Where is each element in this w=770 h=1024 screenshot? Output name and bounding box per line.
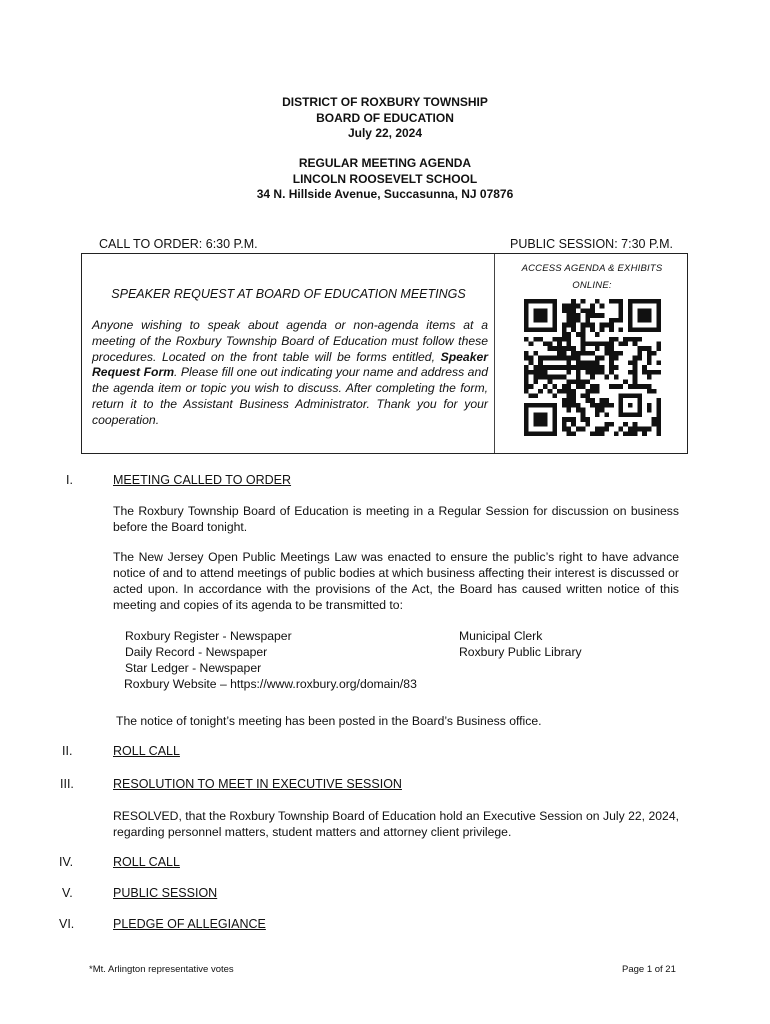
recipient-item: Roxbury Register - Newspaper: [125, 629, 292, 643]
access-line-2: ONLINE:: [572, 280, 612, 291]
document-header: [0, 95, 770, 142]
qr-code-icon[interactable]: [524, 299, 661, 436]
section-number-1: I.: [66, 473, 73, 487]
posted-notice: The notice of tonight’s meeting has been posted in the Board’s Business office.: [116, 714, 542, 728]
speaker-request-form-name: Speaker Request Form: [92, 349, 488, 380]
recipients-left-list: [125, 628, 417, 692]
recipients-right-list: [459, 628, 582, 660]
open-meetings-notice: The New Jersey Open Public Meetings Law was enacted to ensure the public’s right to have advance notice of and to attend meetings of public bodies at which business affecting their interest is discussed or acted upon. In accordance with the provisions of the Act, the Board has caused written notice of this meeting and copies of its agenda to be transmitted to:: [113, 550, 679, 612]
section-title-executive-session: RESOLUTION TO MEET IN EXECUTIVE SESSION: [113, 777, 402, 791]
section-number-4: IV.: [59, 855, 74, 869]
section-title-roll-call-2: ROLL CALL: [113, 855, 180, 869]
page-number: Page 1 of 21: [622, 964, 676, 975]
section-title-meeting-called: MEETING CALLED TO ORDER: [113, 473, 292, 487]
recipient-item: Municipal Clerk: [459, 629, 543, 643]
access-online-label: [495, 260, 689, 294]
access-line-1: ACCESS AGENDA & EXHIBITS: [521, 263, 663, 274]
speaker-text-part1: Anyone wishing to speak about agenda or non-agenda items at a meeting of the Roxbury Township Board of Education must follow these procedures. Located on the front table will be forms entitled,: [92, 318, 488, 364]
section-title-public-session: PUBLIC SESSION: [113, 886, 218, 900]
speaker-text-part2: . Please fill one out indicating your name and address and the agenda item or topic you wish to discuss. After completing the form, return it to the Assistant Business Administrator. Thank you for your cooperation.: [92, 365, 488, 427]
section-number-5: V.: [62, 886, 73, 900]
district-name: DISTRICT OF ROXBURY TOWNSHIP: [282, 95, 488, 109]
section-title-roll-call: ROLL CALL: [113, 744, 180, 758]
recipient-item-website: Roxbury Website – https://www.roxbury.org/domain/83: [124, 677, 417, 691]
school-name: LINCOLN ROOSEVELT SCHOOL: [292, 171, 478, 186]
recipient-item: Star Ledger - Newspaper: [125, 661, 262, 675]
recipient-item: Daily Record - Newspaper: [125, 645, 268, 659]
speaker-request-text: [92, 318, 488, 429]
speaker-request-box: [81, 253, 688, 454]
section-number-3: III.: [60, 777, 74, 791]
section-number-6: VI.: [59, 917, 75, 931]
public-session-time: PUBLIC SESSION: 7:30 P.M.: [510, 237, 674, 251]
footer-note: *Mt. Arlington representative votes: [89, 964, 234, 975]
session-statement: The Roxbury Township Board of Education is meeting in a Regular Session for discussion on business before the Board tonight.: [113, 504, 679, 534]
speaker-request-title: SPEAKER REQUEST AT BOARD OF EDUCATION MEETINGS: [111, 287, 466, 301]
call-to-order-time: CALL TO ORDER: 6:30 P.M.: [99, 237, 258, 251]
executive-session-resolution: RESOLVED, that the Roxbury Township Board of Education hold an Executive Session on July 22, 2024, regarding personnel matters, student matters and attorney client privilege.: [113, 809, 679, 839]
section-title-pledge: PLEDGE OF ALLEGIANCE: [113, 917, 266, 931]
meeting-date: July 22, 2024: [347, 126, 423, 140]
section-number-2: II.: [62, 744, 73, 758]
meeting-header: [0, 156, 770, 203]
recipient-item: Roxbury Public Library: [459, 645, 582, 659]
meeting-type: REGULAR MEETING AGENDA: [298, 156, 472, 170]
board-name: BOARD OF EDUCATION: [316, 110, 454, 125]
school-address: 34 N. Hillside Avenue, Succasunna, NJ 07876: [256, 187, 514, 201]
speaker-request-panel: [82, 254, 495, 453]
